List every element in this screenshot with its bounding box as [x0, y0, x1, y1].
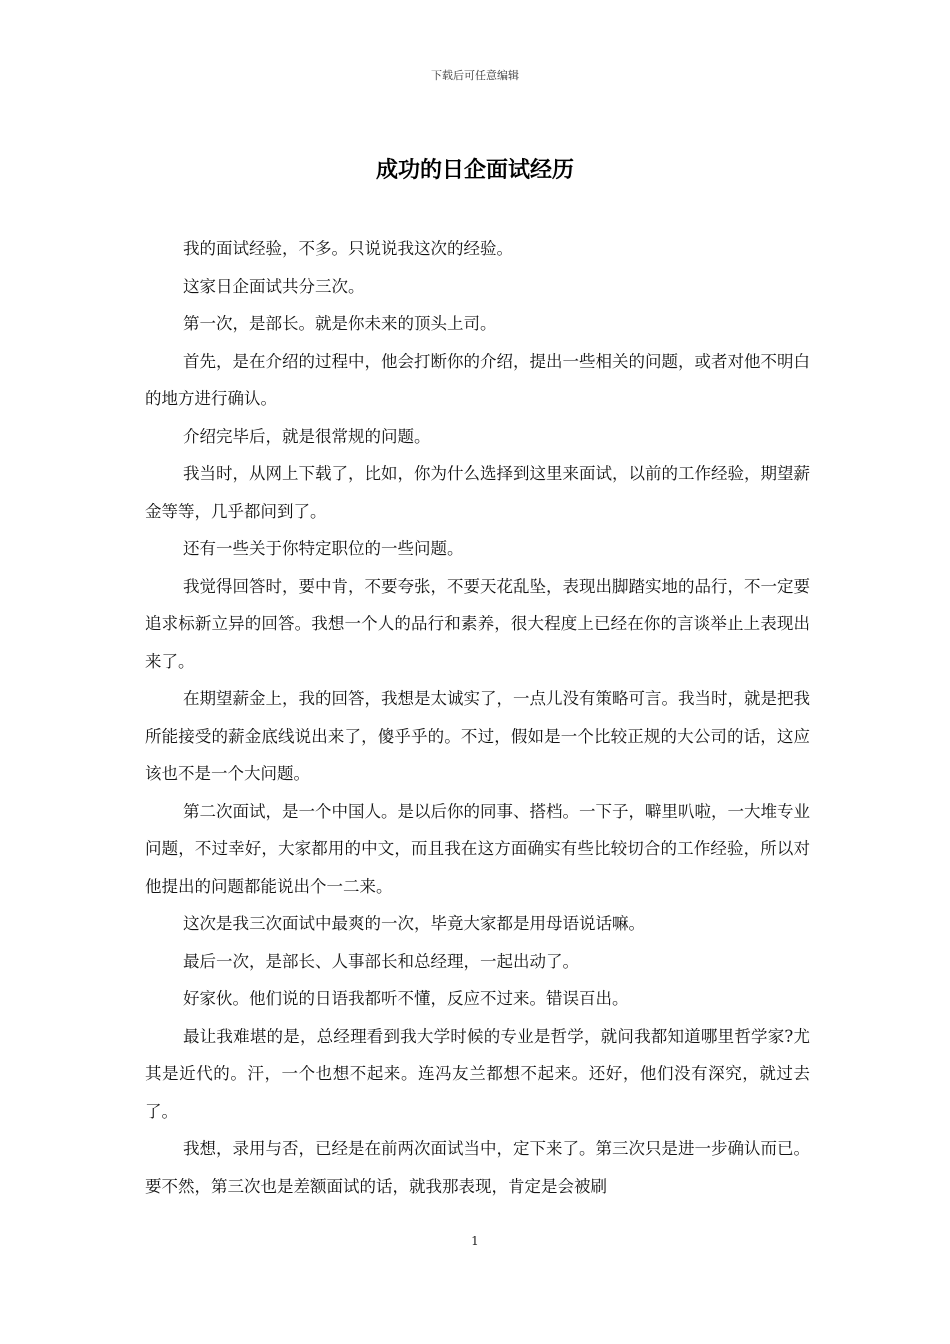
- paragraph: 第二次面试，是一个中国人。是以后你的同事、搭档。一下子，噼里叭啦，一大堆专业问题，不过幸好，大家都用的中文，而且我在这方面确实有些比较切合的工作经验，所以对他提出的问题都能说出个一二来。: [145, 801, 810, 896]
- paragraph: 最让我难堪的是，总经理看到我大学时候的专业是哲学，就问我都知道哪里哲学家?尤其是近代的。汗，一个也想不起来。连冯友兰都想不起来。还好，他们没有深究，就过去了。: [145, 1026, 810, 1121]
- document-body: [145, 230, 810, 1205]
- paragraph: 我的面试经验，不多。只说说我这次的经验。: [183, 239, 513, 258]
- page-number: 1: [471, 1234, 479, 1248]
- paragraph: 第一次，是部长。就是你未来的顶头上司。: [183, 314, 497, 333]
- paragraph: 我觉得回答时，要中肯，不要夸张，不要天花乱坠，表现出脚踏实地的品行，不一定要追求标新立异的回答。我想一个人的品行和素养，很大程度上已经在你的言谈举止上表现出来了。: [145, 576, 810, 671]
- paragraph: 首先，是在介绍的过程中，他会打断你的介绍，提出一些相关的问题，或者对他不明白的地方进行确认。: [145, 351, 810, 408]
- paragraph: 好家伙。他们说的日语我都听不懂，反应不过来。错误百出。: [183, 989, 629, 1008]
- document-title: 成功的日企面试经历: [375, 157, 574, 183]
- paragraph: 还有一些关于你特定职位的一些问题。: [183, 539, 464, 558]
- paragraph: 在期望薪金上，我的回答，我想是太诚实了，一点儿没有策略可言。我当时，就是把我所能接受的薪金底线说出来了，傻乎乎的。不过，假如是一个比较正规的大公司的话，这应该也不是一个大问题。: [145, 689, 810, 783]
- paragraph: 最后一次，是部长、人事部长和总经理，一起出动了。: [183, 951, 579, 971]
- paragraph: 这次是我三次面试中最爽的一次，毕竟大家都是用母语说话嘛。: [183, 914, 645, 933]
- page-header: 下载后可任意编辑: [431, 69, 519, 82]
- paragraph: 这家日企面试共分三次。: [183, 276, 365, 296]
- paragraph: 我想，录用与否，已经是在前两次面试当中，定下来了。第三次只是进一步确认而已。要不然，第三次也是差额面试的话，就我那表现，肯定是会被刷: [145, 1139, 810, 1196]
- paragraph: 我当时，从网上下载了，比如，你为什么选择到这里来面试，以前的工作经验，期望薪金等等，几乎都问到了。: [145, 464, 810, 521]
- paragraph: 介绍完毕后，就是很常规的问题。: [183, 426, 431, 446]
